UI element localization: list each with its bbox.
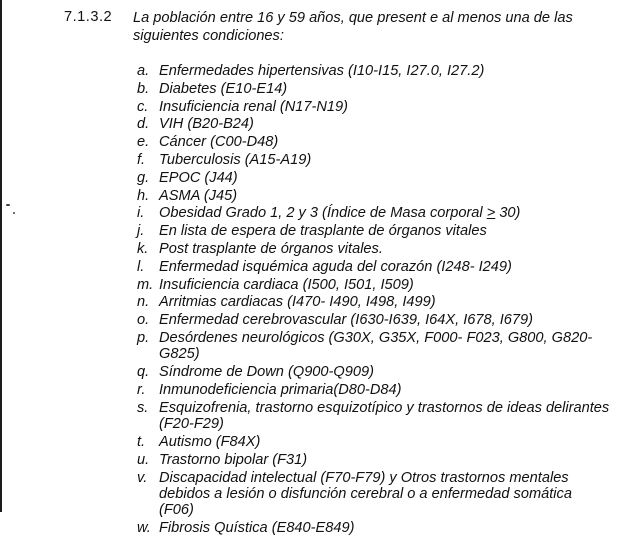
item-letter: u. xyxy=(137,451,150,468)
list-item xyxy=(0,382,610,398)
item-letter: d. xyxy=(137,116,150,133)
item-letter: j. xyxy=(137,223,145,240)
item-text: VIH (B20-B24) xyxy=(159,116,254,133)
item-text-before: Obesidad Grado 1, 2 y 3 (Índice de Masa corporal xyxy=(159,205,487,222)
item-text: En lista de espera de trasplante de órganos vitales xyxy=(159,223,487,240)
greater-equal-symbol: > xyxy=(486,205,496,222)
item-letter: n. xyxy=(137,294,150,311)
list-item xyxy=(0,277,610,293)
item-letter: w. xyxy=(137,520,151,537)
item-text: Fibrosis Quística (E840-E849) xyxy=(159,520,355,537)
item-text: Diabetes (E10-E14) xyxy=(159,80,288,97)
item-letter: e. xyxy=(137,134,150,151)
item-text: Enfermedades hipertensivas (I10-I15, I27.0, I27.2) xyxy=(159,63,485,79)
item-letter: r. xyxy=(137,381,146,398)
item-letter: s. xyxy=(137,399,149,416)
list-item xyxy=(0,470,610,519)
list-item xyxy=(0,116,610,132)
item-letter: l. xyxy=(137,258,145,275)
item-text: Tuberculosis (A15-A19) xyxy=(159,151,312,168)
list-item xyxy=(0,312,610,328)
list-item xyxy=(0,188,610,204)
item-text: Inmunodeficiencia primaria(D80-D84) xyxy=(159,381,402,398)
list-item xyxy=(0,241,610,257)
list-item xyxy=(0,134,610,150)
item-text: Enfermedad cerebrovascular (I630-I639, I64X, I678, I679) xyxy=(159,312,533,329)
item-letter: k. xyxy=(137,240,149,257)
item-text xyxy=(159,205,610,221)
item-letter: v. xyxy=(137,469,148,486)
item-text: Síndrome de Down (Q900-Q909) xyxy=(159,364,374,381)
list-item xyxy=(0,452,610,468)
item-text: Post trasplante de órganos vitales. xyxy=(159,240,383,257)
item-letter: p. xyxy=(137,329,150,346)
item-text: Enfermedad isquémica aguda del corazón (I248- I249) xyxy=(159,258,512,275)
item-text: Discapacidad intelectual (F70-F79) y Otros trastornos mentales debidos a lesión o disfunción cerebral o a enfermedad somática (F06) xyxy=(159,469,572,519)
list-item xyxy=(0,520,610,536)
list-item xyxy=(0,434,610,450)
item-text: Arritmias cardiacas (I470- I490, I498, I499) xyxy=(159,294,436,311)
list-item xyxy=(0,152,610,168)
item-letter: a. xyxy=(137,63,150,79)
item-letter: t. xyxy=(137,433,146,450)
list-item xyxy=(0,259,610,275)
item-text: ASMA (J45) xyxy=(159,187,238,204)
list-item xyxy=(0,294,610,310)
list-item xyxy=(0,205,610,221)
item-letter: i. xyxy=(137,205,145,222)
conditions-list xyxy=(0,63,627,538)
list-item xyxy=(0,99,610,115)
item-text: Desórdenes neurológicos (G30X, G35X, F000- F023, G800, G820-G825) xyxy=(159,329,593,363)
item-letter: f. xyxy=(137,151,146,168)
list-item xyxy=(0,63,610,79)
section-number: 7.1.3.2 xyxy=(64,9,113,25)
item-text: Esquizofrenia, trastorno esquizotípico y trastornos de ideas delirantes (F20-F29) xyxy=(159,399,610,433)
list-item xyxy=(0,223,610,239)
item-text: EPOC (J44) xyxy=(159,169,238,186)
item-letter: c. xyxy=(137,98,149,115)
list-item xyxy=(0,81,610,97)
item-text: Cáncer (C00-D48) xyxy=(159,134,279,151)
list-item xyxy=(0,400,610,433)
list-item xyxy=(0,330,610,363)
item-letter: m. xyxy=(137,276,154,293)
item-text-after: 30) xyxy=(495,205,521,222)
scan-speck xyxy=(6,204,10,206)
section-heading-text: La población entre 16 y 59 años, que present e al menos una de las siguientes condiciones: xyxy=(133,10,573,44)
item-text: Insuficiencia cardiaca (I500, I501, I509) xyxy=(159,276,414,293)
item-letter: g. xyxy=(137,169,150,186)
item-letter: q. xyxy=(137,364,150,381)
list-item xyxy=(0,364,610,380)
scan-speck xyxy=(13,212,15,214)
item-letter: b. xyxy=(137,80,150,97)
item-text: Autismo (F84X) xyxy=(159,433,261,450)
item-text: Insuficiencia renal (N17-N19) xyxy=(159,98,348,115)
item-text: Trastorno bipolar (F31) xyxy=(159,451,308,468)
item-letter: h. xyxy=(137,187,150,204)
list-item xyxy=(0,170,610,186)
item-letter: o. xyxy=(137,312,150,329)
